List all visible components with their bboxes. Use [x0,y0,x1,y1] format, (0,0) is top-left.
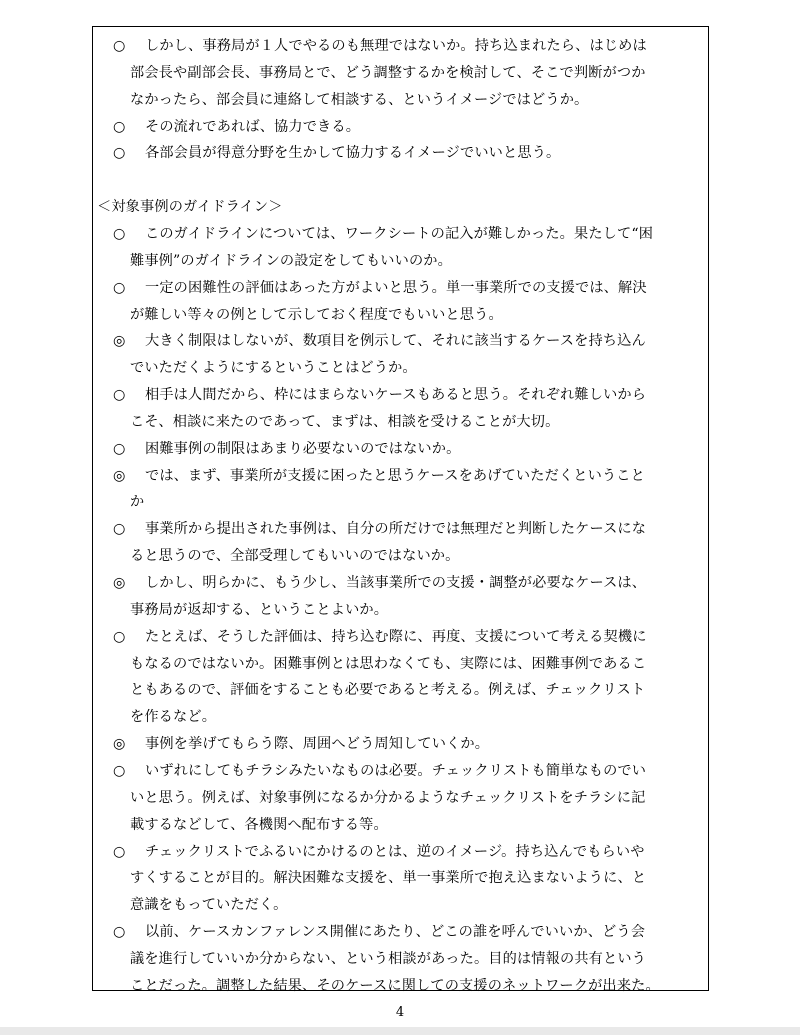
paragraph-line-continuation: ことだった。調整した結果、そのケースに関しての支援のネットワークが出来た。 [130,977,660,994]
section-heading: ＜対象事例のガイドライン＞ [97,199,283,216]
paragraph-line-first: チェックリストでふるいにかけるのとは、逆のイメージ。持ち込んでもらいや [145,843,645,860]
paragraph-line-continuation: もなるのではないか。困難事例とは思わなくても、実際には、困難事例であるこ [130,655,647,672]
circle-bullet-icon: ○ [113,521,126,538]
circle-bullet-icon: ○ [113,762,126,779]
paragraph-line-continuation: ともあるので、評価をすることも必要であると考える。例えば、チェックリスト [130,682,646,699]
paragraph-line-continuation: 難事例”のガイドラインの設定をしてもいいのか。 [130,252,452,269]
paragraph-line-first: しかし、明らかに、もう少し、当該事業所での支援・調整が必要なケースは、 [145,575,647,591]
paragraph-line-first: 事例を挙げてもらう際、周囲へどう周知していくか。 [145,736,490,753]
paragraph-line-first: 大きく制限はしないが、数項目を例示して、それに該当するケースを持ち込ん [145,333,646,350]
paragraph-line-first: 一定の困難性の評価はあった方がよいと思う。単一事業所での支援では、解決 [145,279,647,296]
paragraph-line-continuation: 意識をもっていただく。 [130,897,288,914]
paragraph-line-first: たとえば、そうした評価は、持ち込む際に、再度、支援について考える契機に [145,628,647,645]
paragraph-line-continuation: こそ、相談に来たのであって、まずは、相談を受けることが大切。 [130,413,560,430]
circle-bullet-icon: ○ [113,118,126,135]
circle-bullet-icon: ○ [113,440,126,457]
double-circle-bullet-icon: ◎ [113,333,126,350]
paragraph-line-first: しかし、事務局が１人でやるのも無理ではないか。持ち込まれたら、はじめは [145,38,647,54]
paragraph-line-continuation: でいただくようにするということはどうか。 [130,360,417,377]
paragraph-line-first: 相手は人間だから、枠にはまらないケースもあると思う。それぞれ難しいから [145,387,647,404]
paragraph-line-continuation: いと思う。例えば、対象事例になるか分かるようなチェックリストをチラシに記 [130,789,646,806]
double-circle-bullet-icon: ◎ [113,467,126,484]
circle-bullet-icon: ○ [113,843,126,860]
circle-bullet-icon: ○ [113,924,126,941]
circle-bullet-icon: ○ [113,628,126,645]
paragraph-line-first: 各部会員が得意分野を生かして協力するイメージでいいと思う。 [145,145,561,162]
paragraph-line-continuation: を作るなど。 [130,709,217,726]
paragraph-line-first: 困難事例の制限はあまり必要ないのではないか。 [145,440,461,457]
paragraph-line-continuation: 載するなどして、各機関へ配布する等。 [130,816,388,833]
document-frame [92,26,709,994]
circle-bullet-icon: ○ [113,145,126,162]
double-circle-bullet-icon: ◎ [113,736,126,753]
double-circle-bullet-icon: ◎ [113,575,126,591]
circle-bullet-icon: ○ [113,38,126,54]
paragraph-line-first: では、まず、事業所が支援に困ったと思うケースをあげていただくということ [145,467,645,484]
paragraph-line-continuation: が難しい等々の例として示しておく程度でもいいと思う。 [130,306,503,323]
paragraph-line-first: 事業所から提出された事例は、自分の所だけでは無理だと判断したケースにな [145,521,647,538]
circle-bullet-icon: ○ [113,225,126,242]
paragraph-line-continuation: 事務局が返却する、ということよいか。 [130,601,389,618]
paragraph-line-first: 以前、ケースカンファレンス開催にあたり、どこの誰を呼んでいいか、どう会 [145,924,646,941]
paragraph-line-continuation: ると思うので、全部受理してもいいのではないか。 [130,548,460,565]
paragraph-line-continuation: なかったら、部会員に連絡して相談する、というイメージではどうか。 [130,91,589,108]
circle-bullet-icon: ○ [113,387,126,404]
page-bottom-strip [0,1027,800,1035]
paragraph-line-first: その流れであれば、協力できる。 [145,118,361,135]
paragraph-line-continuation: 部会長や副部会長、事務局とで、どう調整するかを検討して、そこで判断がつか [130,64,646,81]
paragraph-line-continuation: 議を進行していいか分からない、という相談があった。目的は情報の共有という [130,950,647,967]
page-number: 4 [395,1005,405,1020]
paragraph-line-first: いずれにしてもチラシみたいなものは必要。チェックリストも簡単なものでい [145,762,647,779]
paragraph-line-continuation: すくすることが目的。解決困難な支援を、単一事業所で抱え込まないように、と [130,870,647,887]
paragraph-line-continuation: か [130,494,145,511]
circle-bullet-icon: ○ [113,279,126,296]
paragraph-line-first: このガイドラインについては、ワークシートの記入が難しかった。果たして“困 [145,225,654,242]
